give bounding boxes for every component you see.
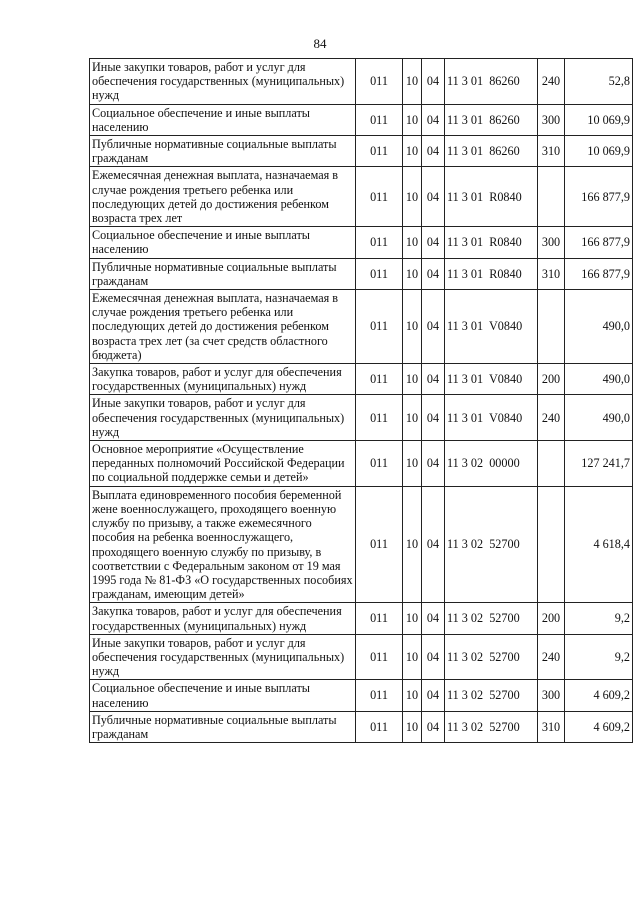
section-code-cell: 10 <box>403 227 422 258</box>
table-row <box>90 290 633 364</box>
row-name-cell: Иные закупки товаров, работ и услуг для обеспечения государственных (муниципальных) нужд <box>90 59 356 105</box>
amount-cell: 166 877,9 <box>565 227 633 258</box>
ministry-code-cell: 011 <box>356 441 403 487</box>
expense-type-cell: 310 <box>538 711 565 742</box>
subsection-code-cell: 04 <box>422 395 445 441</box>
expense-type-cell: 240 <box>538 59 565 105</box>
subsection-code-cell: 04 <box>422 680 445 711</box>
ministry-code-cell: 011 <box>356 104 403 135</box>
expense-type-cell: 200 <box>538 603 565 634</box>
subsection-code-cell: 04 <box>422 486 445 603</box>
target-article-cell: 11 3 01 R0840 <box>445 258 538 289</box>
row-name-cell: Социальное обеспечение и иные выплаты населению <box>90 104 356 135</box>
ministry-code-cell: 011 <box>356 136 403 167</box>
row-name-cell: Социальное обеспечение и иные выплаты населению <box>90 227 356 258</box>
subsection-code-cell: 04 <box>422 441 445 487</box>
section-code-cell: 10 <box>403 634 422 680</box>
page-number: 84 <box>313 36 327 51</box>
amount-cell: 9,2 <box>565 634 633 680</box>
row-name-cell: Выплата единовременного пособия беременной жене военнослужащего, проходящего военную службу по призыву, а также ежемесячного пособия на ребенка военнослужащего, проходящего военную службу по призыву, в соответствии с Федеральным законом от 19 мая 1995 года № 81-ФЗ «О государственных пособиях гражданам, имеющим детей» <box>90 486 356 603</box>
row-name-cell: Публичные нормативные социальные выплаты гражданам <box>90 258 356 289</box>
expense-type-cell: 240 <box>538 395 565 441</box>
expense-type-cell <box>538 167 565 227</box>
table-row <box>90 136 633 167</box>
subsection-code-cell: 04 <box>422 258 445 289</box>
amount-cell: 9,2 <box>565 603 633 634</box>
table-row <box>90 104 633 135</box>
target-article-cell: 11 3 01 V0840 <box>445 290 538 364</box>
table-row <box>90 364 633 395</box>
subsection-code-cell: 04 <box>422 603 445 634</box>
amount-cell: 166 877,9 <box>565 258 633 289</box>
target-article-cell: 11 3 01 86260 <box>445 104 538 135</box>
expense-type-cell <box>538 486 565 603</box>
expense-type-cell: 310 <box>538 136 565 167</box>
section-code-cell: 10 <box>403 364 422 395</box>
target-article-cell: 11 3 01 86260 <box>445 136 538 167</box>
expense-type-cell: 300 <box>538 104 565 135</box>
target-article-cell: 11 3 02 52700 <box>445 711 538 742</box>
amount-cell: 52,8 <box>565 59 633 105</box>
target-article-cell: 11 3 02 52700 <box>445 603 538 634</box>
ministry-code-cell: 011 <box>356 634 403 680</box>
amount-cell: 490,0 <box>565 395 633 441</box>
target-article-cell: 11 3 01 V0840 <box>445 395 538 441</box>
expense-type-cell <box>538 290 565 364</box>
row-name-cell: Основное мероприятие «Осуществление переданных полномочий Российской Федерации по социальной поддержке семьи и детей» <box>90 441 356 487</box>
ministry-code-cell: 011 <box>356 486 403 603</box>
amount-cell: 10 069,9 <box>565 104 633 135</box>
ministry-code-cell: 011 <box>356 258 403 289</box>
row-name-cell: Закупка товаров, работ и услуг для обеспечения государственных (муниципальных) нужд <box>90 364 356 395</box>
section-code-cell: 10 <box>403 680 422 711</box>
section-code-cell: 10 <box>403 136 422 167</box>
section-code-cell: 10 <box>403 603 422 634</box>
row-name-cell: Публичные нормативные социальные выплаты гражданам <box>90 136 356 167</box>
section-code-cell: 10 <box>403 711 422 742</box>
row-name-cell: Иные закупки товаров, работ и услуг для обеспечения государственных (муниципальных) нужд <box>90 634 356 680</box>
table-row <box>90 680 633 711</box>
expense-type-cell: 310 <box>538 258 565 289</box>
ministry-code-cell: 011 <box>356 364 403 395</box>
ministry-code-cell: 011 <box>356 680 403 711</box>
expense-type-cell: 300 <box>538 680 565 711</box>
table-row <box>90 227 633 258</box>
amount-cell: 166 877,9 <box>565 167 633 227</box>
subsection-code-cell: 04 <box>422 227 445 258</box>
row-name-cell: Иные закупки товаров, работ и услуг для обеспечения государственных (муниципальных) нужд <box>90 395 356 441</box>
target-article-cell: 11 3 01 R0840 <box>445 167 538 227</box>
section-code-cell: 10 <box>403 441 422 487</box>
target-article-cell: 11 3 01 R0840 <box>445 227 538 258</box>
table-row <box>90 634 633 680</box>
table-row <box>90 711 633 742</box>
subsection-code-cell: 04 <box>422 104 445 135</box>
subsection-code-cell: 04 <box>422 364 445 395</box>
budget-table <box>89 58 633 743</box>
target-article-cell: 11 3 02 52700 <box>445 634 538 680</box>
amount-cell: 127 241,7 <box>565 441 633 487</box>
subsection-code-cell: 04 <box>422 634 445 680</box>
expense-type-cell <box>538 441 565 487</box>
amount-cell: 4 618,4 <box>565 486 633 603</box>
section-code-cell: 10 <box>403 104 422 135</box>
budget-table-body <box>90 59 633 743</box>
section-code-cell: 10 <box>403 258 422 289</box>
table-row <box>90 167 633 227</box>
target-article-cell: 11 3 02 52700 <box>445 680 538 711</box>
amount-cell: 490,0 <box>565 364 633 395</box>
table-row <box>90 603 633 634</box>
target-article-cell: 11 3 02 52700 <box>445 486 538 603</box>
row-name-cell: Социальное обеспечение и иные выплаты населению <box>90 680 356 711</box>
ministry-code-cell: 011 <box>356 711 403 742</box>
expense-type-cell: 200 <box>538 364 565 395</box>
section-code-cell: 10 <box>403 395 422 441</box>
table-row <box>90 258 633 289</box>
ministry-code-cell: 011 <box>356 395 403 441</box>
amount-cell: 10 069,9 <box>565 136 633 167</box>
ministry-code-cell: 011 <box>356 290 403 364</box>
ministry-code-cell: 011 <box>356 167 403 227</box>
section-code-cell: 10 <box>403 167 422 227</box>
expense-type-cell: 240 <box>538 634 565 680</box>
subsection-code-cell: 04 <box>422 290 445 364</box>
ministry-code-cell: 011 <box>356 227 403 258</box>
subsection-code-cell: 04 <box>422 167 445 227</box>
subsection-code-cell: 04 <box>422 136 445 167</box>
target-article-cell: 11 3 01 86260 <box>445 59 538 105</box>
table-row <box>90 486 633 603</box>
ministry-code-cell: 011 <box>356 603 403 634</box>
subsection-code-cell: 04 <box>422 59 445 105</box>
amount-cell: 4 609,2 <box>565 680 633 711</box>
section-code-cell: 10 <box>403 290 422 364</box>
subsection-code-cell: 04 <box>422 711 445 742</box>
table-row <box>90 441 633 487</box>
ministry-code-cell: 011 <box>356 59 403 105</box>
section-code-cell: 10 <box>403 486 422 603</box>
amount-cell: 4 609,2 <box>565 711 633 742</box>
row-name-cell: Публичные нормативные социальные выплаты гражданам <box>90 711 356 742</box>
table-row <box>90 59 633 105</box>
target-article-cell: 11 3 02 00000 <box>445 441 538 487</box>
expense-type-cell: 300 <box>538 227 565 258</box>
row-name-cell: Ежемесячная денежная выплата, назначаемая в случае рождения третьего ребенка или последующих детей до достижения ребенком возраста трех лет <box>90 167 356 227</box>
section-code-cell: 10 <box>403 59 422 105</box>
amount-cell: 490,0 <box>565 290 633 364</box>
row-name-cell: Ежемесячная денежная выплата, назначаемая в случае рождения третьего ребенка или последующих детей до достижения ребенком возраста трех лет (за счет средств областного бюджета) <box>90 290 356 364</box>
row-name-cell: Закупка товаров, работ и услуг для обеспечения государственных (муниципальных) нужд <box>90 603 356 634</box>
table-row <box>90 395 633 441</box>
target-article-cell: 11 3 01 V0840 <box>445 364 538 395</box>
